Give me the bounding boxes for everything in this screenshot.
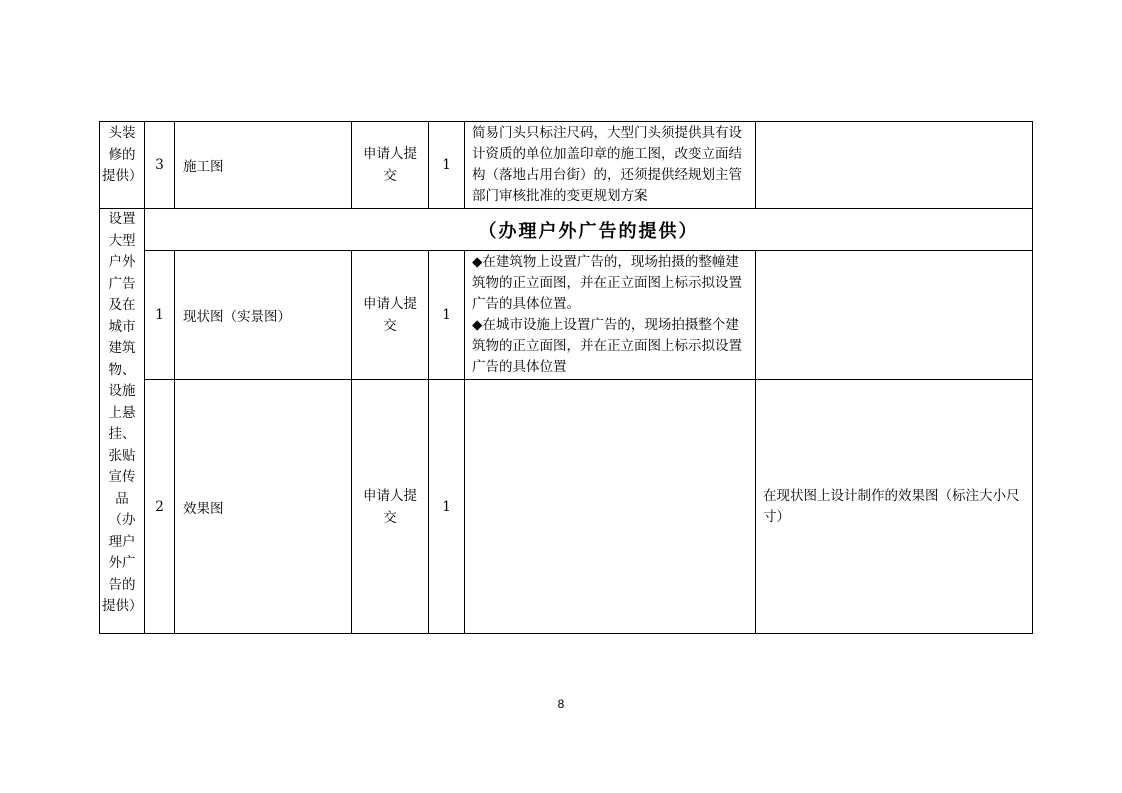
submitter-cell — [352, 122, 429, 209]
submitter-label: 申请人提交 — [363, 146, 417, 184]
material-name: 现状图（实景图） — [175, 251, 352, 380]
category-cell — [100, 209, 145, 634]
category-label: 设置大型户外广告及在城市建筑物、设施上悬挂、张贴宣传品（办理户外广告的提供） — [102, 211, 143, 614]
material-name: 施工图 — [175, 122, 352, 209]
submitter-label: 申请人提交 — [363, 487, 417, 526]
category-cell — [100, 122, 145, 209]
note-cell: 在现状图上设计制作的效果图（标注大小尺寸） — [756, 380, 1033, 634]
item-number: 1 — [145, 251, 175, 380]
category-label: 头装修的提供） — [102, 125, 143, 184]
item-number: 2 — [145, 380, 175, 634]
requirement-item: ◆在城市设施上设置广告的，现场拍摄整个建筑物的正立面图，并在正立面图上标示拟设置广告的具体位置 — [472, 317, 742, 375]
copy-count: 1 — [429, 380, 465, 634]
requirement-cell — [465, 380, 756, 634]
item-number: 3 — [145, 122, 175, 209]
submitter-cell — [352, 380, 429, 634]
section-title: （办理户外广告的提供） — [145, 209, 1033, 251]
copy-count: 1 — [429, 122, 465, 209]
requirement-cell — [465, 251, 756, 380]
material-name: 效果图 — [175, 380, 352, 634]
submitter-label: 申请人提交 — [363, 296, 417, 334]
table-row — [100, 251, 1033, 380]
materials-table — [99, 121, 1033, 634]
requirement-cell: 简易门头只标注尺码，大型门头须提供具有设计资质的单位加盖印章的施工图，改变立面结构（落地占用台街）的，还须提供经规划主管部门审核批准的变更规划方案 — [465, 122, 756, 209]
page-number: 8 — [557, 697, 565, 711]
note-cell — [756, 122, 1033, 209]
section-row — [100, 209, 1033, 251]
requirement-item: ◆在建筑物上设置广告的，现场拍摄的整幢建筑物的正立面图，并在正立面图上标示拟设置广告的具体位置。 — [472, 254, 742, 312]
table-row — [100, 380, 1033, 634]
submitter-cell — [352, 251, 429, 380]
note-cell — [756, 251, 1033, 380]
table-row — [100, 122, 1033, 209]
copy-count: 1 — [429, 251, 465, 380]
